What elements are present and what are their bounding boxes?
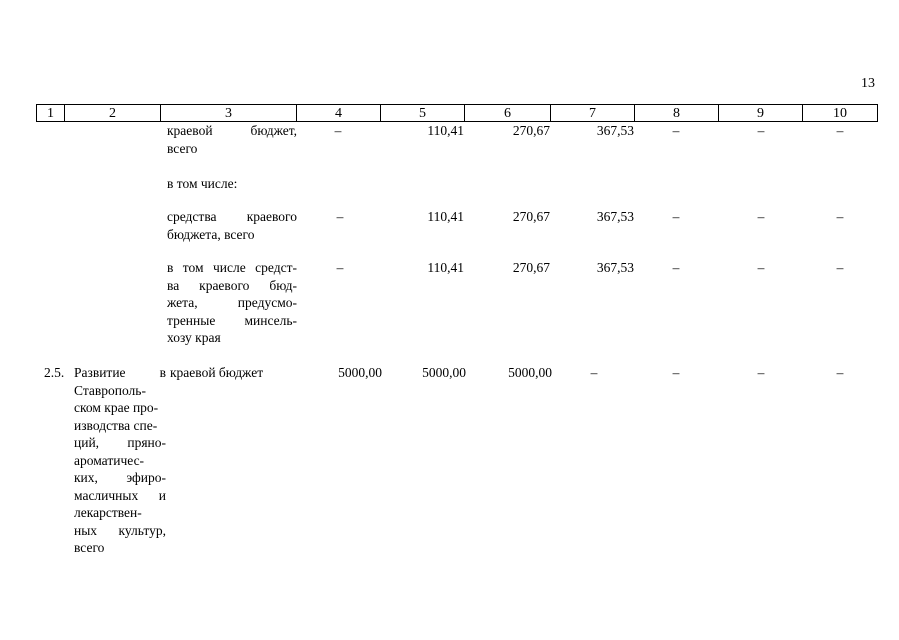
- row4-col2-line: изводства спе-: [74, 417, 158, 433]
- row2-col3-line: средства краевого: [167, 209, 297, 224]
- row3-col10: –: [836, 260, 844, 275]
- header-col-3: 3: [161, 105, 297, 121]
- row3-col7: 367,53: [596, 260, 634, 275]
- row0-col3-line: всего: [167, 140, 198, 156]
- row2-col7: 367,53: [596, 209, 634, 224]
- row4-col2-line: Ставрополь-: [74, 382, 146, 398]
- row2-col9: –: [757, 209, 765, 224]
- row4-col2-line: ском крае про-: [74, 400, 159, 415]
- row4-col8: –: [672, 365, 680, 380]
- row3-col3-line: в том числе средст-: [167, 260, 297, 275]
- header-col-1: 1: [37, 105, 65, 121]
- row3-col3-line: жета, предусмо-: [167, 295, 297, 310]
- row4-col9: –: [757, 365, 765, 380]
- page-number: 13: [861, 76, 875, 91]
- row4-col2-line: масличных и: [74, 487, 166, 503]
- row4-col6: 5000,00: [508, 365, 552, 380]
- row0-col3-line: краевой бюджет,: [167, 123, 297, 138]
- row3-col4: –: [336, 260, 344, 275]
- row2-col6: 270,67: [512, 209, 550, 224]
- header-col-10: 10: [833, 106, 847, 121]
- row0-col8: –: [672, 123, 680, 138]
- header-col-8: 8: [635, 105, 719, 121]
- header-col-6: 6: [465, 105, 551, 121]
- row3-col3-line: тренные минсель-: [167, 312, 297, 328]
- row0-col9: –: [757, 123, 765, 138]
- header-col-9: 9: [719, 105, 803, 121]
- row3-col3-line: ва краевого бюд-: [167, 277, 297, 293]
- row4-col4: 5000,00: [338, 365, 382, 380]
- row2-col10: –: [836, 209, 844, 224]
- row0-col3: [167, 122, 297, 157]
- row2-col4: –: [336, 209, 344, 224]
- row4-col1: 2.5.: [44, 365, 65, 380]
- row0-col4: –: [334, 123, 342, 138]
- row2-col3: [167, 208, 297, 243]
- row1-col3: [167, 175, 297, 193]
- header-col-4: 4: [297, 105, 381, 121]
- row0-col10: –: [836, 123, 844, 138]
- row4-col3: [170, 364, 298, 382]
- table-header-row: [36, 104, 878, 122]
- row3-col6: 270,67: [512, 260, 550, 275]
- header-col-7: 7: [551, 105, 635, 121]
- row4-col2-line: Развитие в: [74, 365, 166, 380]
- row4-col2-line: ких, эфиро-: [74, 470, 166, 485]
- row3-col8: –: [672, 260, 680, 275]
- row0-col6: 270,67: [512, 123, 550, 138]
- row1-col3-line: в том числе:: [167, 176, 238, 191]
- row4-col2-line: ных культур,: [74, 522, 166, 538]
- row2-col5: 110,41: [427, 209, 464, 224]
- row4-col2-line: ций, пряно-: [74, 435, 166, 450]
- row4-col2-line: лекарствен-: [74, 505, 142, 520]
- row3-col9: –: [757, 260, 765, 275]
- row4-col3-line: краевой бюджет: [170, 365, 264, 380]
- row4-col7: –: [590, 365, 598, 380]
- row0-col5: 110,41: [427, 123, 464, 138]
- row2-col8: –: [672, 209, 680, 224]
- row0-col7: 367,53: [596, 123, 634, 138]
- row3-col5: 110,41: [427, 260, 464, 275]
- row4-col2-line: всего: [74, 540, 105, 555]
- row4-col10: –: [836, 365, 844, 380]
- row3-col3-line: хозу края: [167, 330, 221, 345]
- row4-col2-line: ароматичес-: [74, 452, 145, 468]
- row4-col5: 5000,00: [422, 365, 466, 380]
- header-col-2: 2: [65, 105, 161, 121]
- row3-col3: [167, 259, 297, 347]
- header-col-5: 5: [381, 105, 465, 121]
- row4-col2: [74, 364, 166, 557]
- row2-col3-line: бюджета, всего: [167, 226, 255, 242]
